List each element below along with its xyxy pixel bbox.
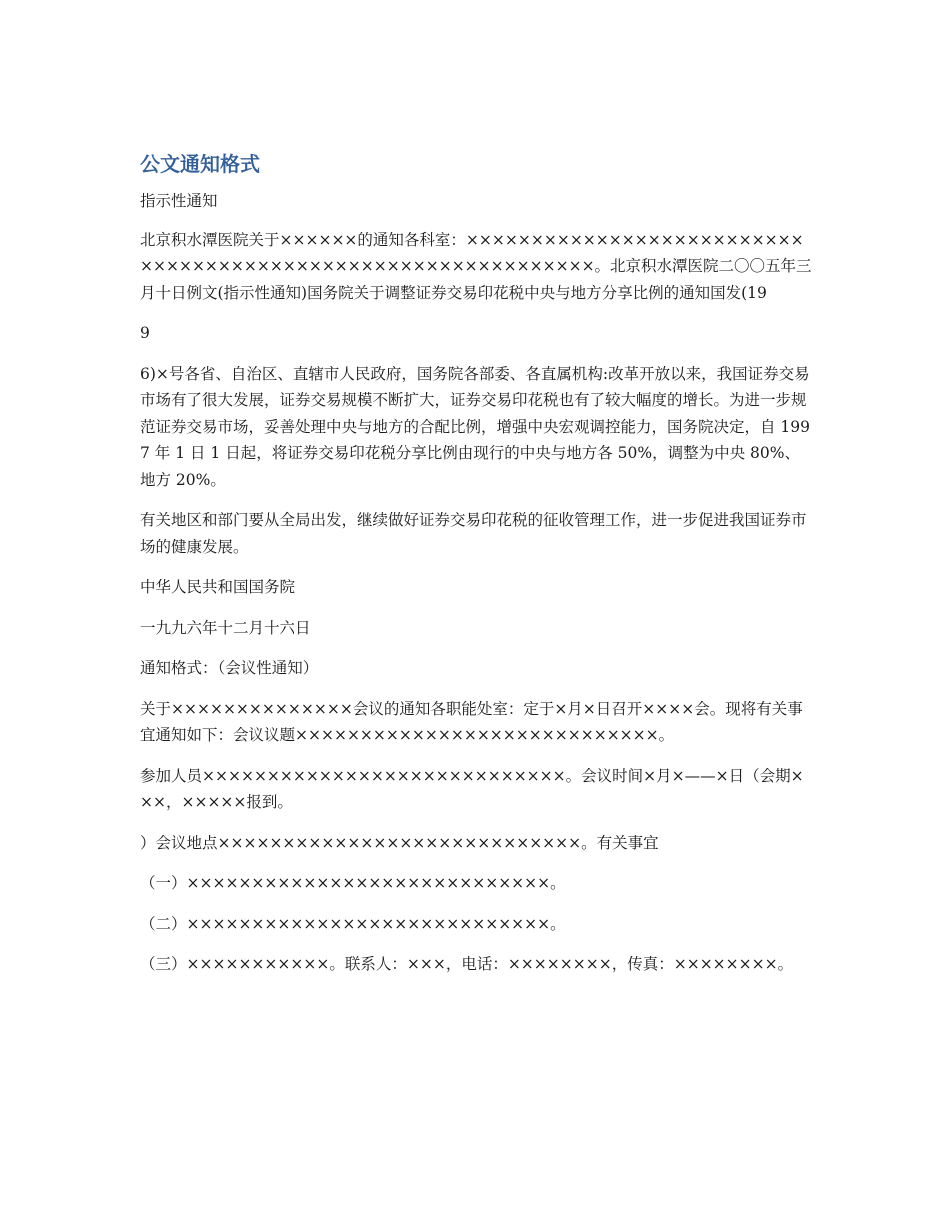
issuer: 中华人民共和国国务院 xyxy=(140,578,296,596)
list-item: （二）××××××××××××××××××××××××××××。 xyxy=(140,914,566,933)
document-title: 公文通知格式 xyxy=(140,152,260,176)
document-page xyxy=(140,146,812,992)
list-item: （三）×××××××××××。联系人：×××，电话：××××××××，传真：××××××××。 xyxy=(140,955,794,973)
paragraph: 关于××××××××××××××会议的通知各职能处室：定于×月×日召开××××会。现将有关事宜通知如下：会议议题××××××××××××××××××××××××××××。 xyxy=(140,699,803,744)
paragraph: 参加人员××××××××××××××××××××××××××××。会议时间×月×——×日（会期×××，×××××报到。 xyxy=(140,766,804,811)
paragraph: ）会议地点××××××××××××××××××××××××××××。有关事宜 xyxy=(140,833,659,852)
paragraph: 9 xyxy=(140,324,150,342)
subtitle: 指示性通知 xyxy=(140,192,218,210)
section-heading: 通知格式：（会议性通知） xyxy=(140,659,319,677)
list-item: （一）××××××××××××××××××××××××××××。 xyxy=(140,874,566,892)
paragraph: 有关地区和部门要从全局出发，继续做好证券交易印花税的征收管理工作，进一步促进我国证券市场的健康发展。 xyxy=(140,511,807,556)
paragraph: 6)×号各省、自治区、直辖市人民政府，国务院各部委、各直属机构:改革开放以来，我国证券交易市场有了很大发展，证券交易规模不断扩大，证券交易印花税也有了较大幅度的增长。为进一步规范证券交易市场，妥善处理中央与地方的合配比例，增强中央宏观调控能力，国务院决定，自 1997 年 1 日 1 日起，将证券交易印花税分享比例由现行的中央与地方各 50%，调整为中央 80%、地方 20%。 xyxy=(140,364,811,489)
date: 一九九六年十二月十六日 xyxy=(140,618,311,637)
paragraph: 北京积水潭医院关于××××××的通知各科室：×××××××××××××××××××××××××××××××××××××××××××××××××××××××××××××。北京积水潭医院二〇〇五年三月十日例文(指示性通知)国务院关于调整证券交易印花税中央与地方分享比例的通知国发(19 xyxy=(140,230,812,302)
